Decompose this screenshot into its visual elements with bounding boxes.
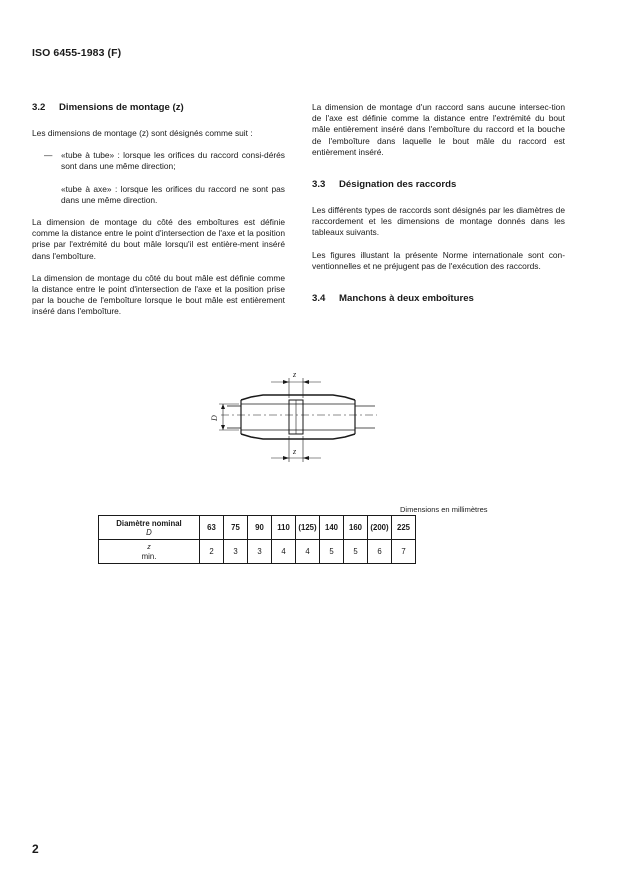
section-3-2-heading: [32, 102, 285, 114]
dash-marker: —: [44, 150, 53, 161]
table-cell: 3: [224, 540, 248, 564]
dimension-d-label: D: [210, 415, 219, 421]
page-number: 2: [32, 842, 39, 856]
paragraph: La dimension de montage d'un raccord sans aucune intersec-tion de l'axe est définie comme la distance entre l'extrémité du bout mâle entièrement inséré dans l'emboîture du raccord et la bouche de l'emboîture dans laquelle le bout mâle du raccord est entièrement inséré.: [312, 102, 565, 157]
table-cell: 110: [272, 516, 296, 540]
row-header-diameter: [99, 516, 200, 540]
section-title: Manchons à deux emboîtures: [339, 293, 474, 305]
table-row: [99, 516, 416, 540]
table-row: [99, 540, 416, 564]
dimensions-table: [98, 515, 416, 564]
bullet-text: «tube à tube» : lorsque les orifices du raccord consi-dérés sont dans une même direction;: [61, 150, 285, 172]
paragraph: Les figures illustant la présente Norme internationale sont con-ventionnelles et ne préjugent pas de l'exécution des raccords.: [312, 249, 565, 271]
row-symbol: z: [147, 543, 151, 551]
list-item: [32, 150, 285, 172]
table-cell: 160: [344, 516, 368, 540]
paragraph: Les différents types de raccords sont désignés par les diamètres de raccordement et les dimensions de montage donnés dans les tableaux suivants.: [312, 205, 565, 238]
section-3-3-heading: [312, 179, 565, 191]
table-cell: 4: [272, 540, 296, 564]
table-cell: 140: [320, 516, 344, 540]
left-column: [32, 102, 285, 318]
document-header: ISO 6455-1983 (F): [32, 47, 122, 59]
table-cell: 3: [248, 540, 272, 564]
table-cell: (125): [296, 516, 320, 540]
table-cell: 5: [344, 540, 368, 564]
dimension-z-top-label: z: [293, 370, 297, 379]
dimension-z-bottom-label: z: [293, 447, 297, 456]
section-title: Dimensions de montage (z): [59, 102, 184, 113]
table-cell: 90: [248, 516, 272, 540]
row-label: Diamètre nominal: [116, 518, 182, 528]
table-cell: 2: [200, 540, 224, 564]
intro-paragraph: Les dimensions de montage (z) sont désignés comme suit :: [32, 128, 253, 138]
section-3-4-heading: [312, 293, 565, 305]
table-cell: 63: [200, 516, 224, 540]
table-cell: 4: [296, 540, 320, 564]
row-header-z: [99, 540, 200, 564]
row-symbol: D: [146, 527, 152, 537]
socket-coupling-drawing: [205, 360, 385, 470]
section-number: 3.3: [312, 179, 326, 191]
paragraph: La dimension de montage du côté du bout mâle est définie comme la distance entre le point d'intersection de l'axe et la position prise par la bouche de l'emboîture lorsque le bout mâle est entièrement inséré dans l'emboîture.: [32, 272, 285, 317]
units-note: Dimensions en millimètres: [400, 505, 488, 514]
table-cell: 5: [320, 540, 344, 564]
table-cell: 75: [224, 516, 248, 540]
section-number: 3.4: [312, 293, 326, 305]
table-cell: (200): [368, 516, 392, 540]
section-number: 3.2: [32, 102, 46, 113]
bullet-text: «tube à axe» : lorsque les orifices du raccord ne sont pas dans une même direction.: [61, 183, 285, 205]
table-cell: 6: [368, 540, 392, 564]
list-item: [32, 184, 285, 206]
table-cell: 7: [392, 540, 416, 564]
row-label: min.: [141, 551, 157, 561]
section-title: Désignation des raccords: [339, 179, 457, 191]
table-cell: 225: [392, 516, 416, 540]
paragraph: La dimension de montage du côté des emboîtures est définie comme la distance entre le point d'intersection de l'axe et la position prise par l'extrémité du bout mâle lorsqu'il est entière-ment inséré dans l'emboîture.: [32, 217, 285, 261]
right-column: [312, 102, 565, 305]
